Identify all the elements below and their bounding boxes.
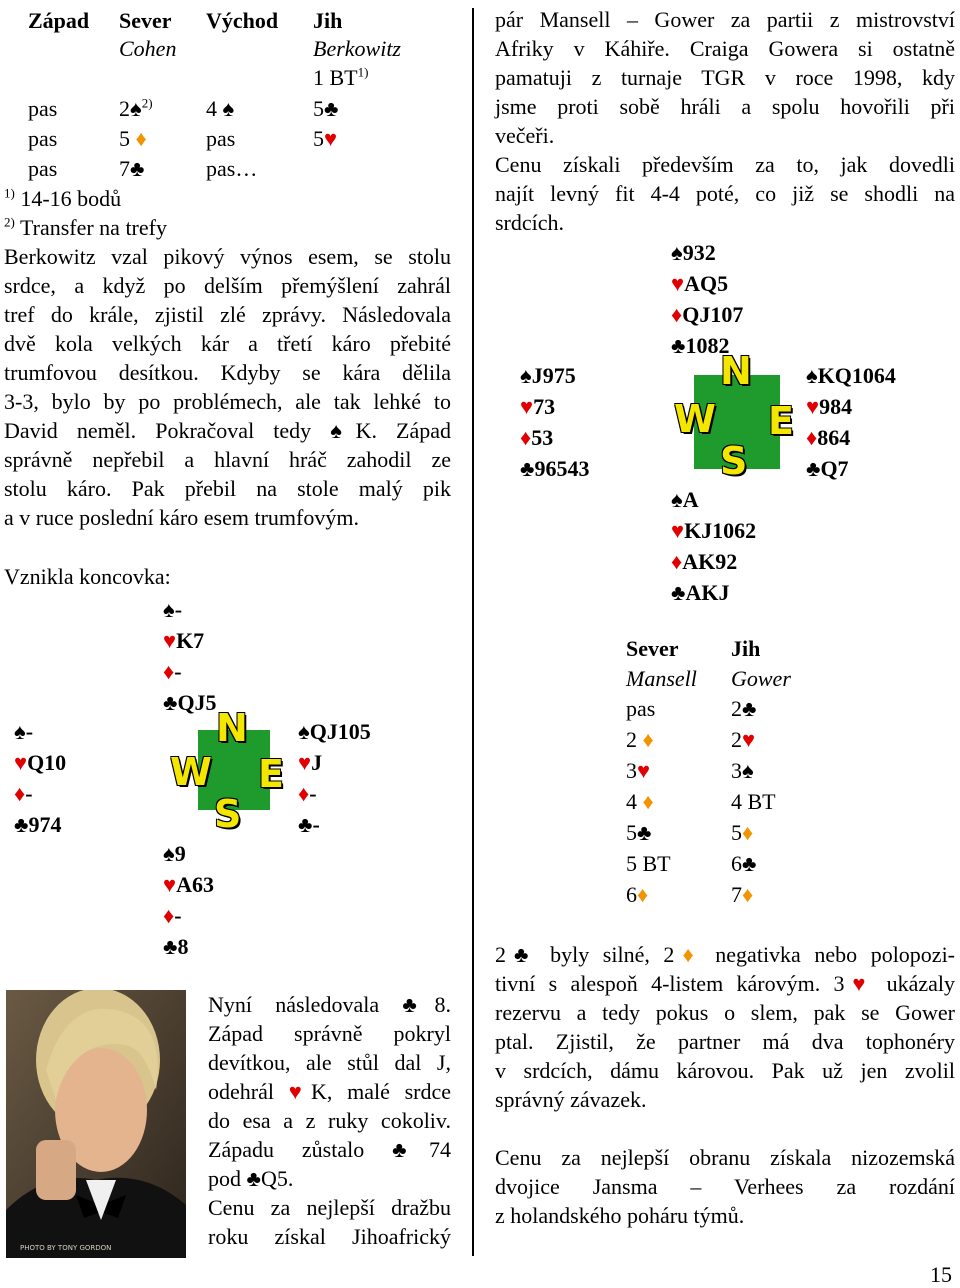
diamond-icon: ♦ xyxy=(642,789,654,814)
bid-cell: pas xyxy=(28,96,58,121)
bid-cell: 3♥ xyxy=(626,758,651,783)
compass-rose xyxy=(170,706,290,836)
text-line: do esa a z ruky cokoliv. xyxy=(208,1108,451,1133)
text-line: Berkowitz vzal pikový výnos esem, se stolu xyxy=(4,244,451,269)
bid-header-south: Jih xyxy=(313,8,343,33)
text-line: srdce, a když po delším přemýšlení zahrál xyxy=(4,273,451,298)
bid-cell: 2♥ xyxy=(731,727,756,752)
ending-title: Vznikla koncovka: xyxy=(4,564,171,589)
club-icon: ♣ xyxy=(392,1137,429,1162)
heart-icon: ♥ xyxy=(163,628,177,653)
diamond-icon: ♦ xyxy=(298,781,310,806)
diamond-icon: ♦ xyxy=(671,302,683,327)
compass-north-letter: N xyxy=(216,706,248,750)
spade-icon: ♠ xyxy=(222,96,235,121)
bid-cell: 5♦ xyxy=(731,820,754,845)
text-line: pár Mansell – Gower za partii z mistrovství xyxy=(495,7,955,32)
bid-cell: pas xyxy=(28,126,58,151)
right-bottom-paragraph-1 xyxy=(495,940,955,1114)
club-icon: ♣ xyxy=(742,696,757,721)
hand-south: ♠A ♥KJ1062 ♦AK92 ♣AKJ xyxy=(671,487,757,605)
text-line: Západu zůstalo ♣74 xyxy=(208,1137,451,1162)
text-line: pod ♣Q5. xyxy=(208,1166,294,1191)
bid-opening: 1 BT$^{1)}$ xyxy=(313,64,369,90)
bid-header-west: Západ xyxy=(28,8,90,33)
compass-west-letter: W xyxy=(170,750,212,794)
compass-west-letter: W xyxy=(674,397,716,441)
text-line: Afriky v Káhiře. Craiga Gowera si ostatně xyxy=(495,36,955,61)
spade-icon: ♠ xyxy=(298,719,310,744)
spade-icon: ♠ xyxy=(520,363,532,388)
text-line: z holandského poháru týmů. xyxy=(495,1203,745,1228)
spade-icon: ♠ xyxy=(130,96,142,121)
text-line: pamatuji z turnaje TGR v roce 1998, kdy xyxy=(495,65,955,90)
text-line: devítkou, ale stůl dal J, xyxy=(208,1050,451,1075)
text-line: Západ správně pokryl xyxy=(208,1021,451,1046)
compass-east-letter: E xyxy=(768,399,794,443)
compass-east-letter: E xyxy=(258,752,284,796)
compass-rose xyxy=(674,349,800,483)
text-line: stolu káro. Pak přebil na stole malý pik xyxy=(4,476,451,501)
text-line: trumfovou desítkou. Kdyby se kára dělila xyxy=(4,360,451,385)
column-divider xyxy=(472,8,474,1256)
player-photo xyxy=(6,990,186,1258)
bid-cell: pas xyxy=(28,156,58,181)
text-line: 3-3, bylo by po problémech, ale tak lehké to xyxy=(4,389,451,414)
text-line: Cenu za nejlepší dražbu xyxy=(208,1195,451,1220)
text-line: správný závazek. xyxy=(495,1087,647,1112)
bid-cell: 5♣ xyxy=(626,820,652,845)
text-line: Nyní následovala ♣8. xyxy=(208,992,451,1017)
footnote: $^{1)}$ 14-16 bodů xyxy=(4,185,122,211)
heart-icon: ♥ xyxy=(742,727,756,752)
diamond-icon: ♦ xyxy=(674,942,702,967)
spade-icon: ♠ xyxy=(742,758,754,783)
left-paragraph xyxy=(4,242,451,532)
club-icon: ♣ xyxy=(506,942,537,967)
text-line: David neměl. Pokračoval tedy ♠K. Západ xyxy=(4,418,452,443)
spade-icon: ♠ xyxy=(330,418,356,443)
text-line: roku získal Jihoafrický xyxy=(208,1224,451,1249)
hand-west: ♠J975 ♥73 ♦53 ♣96543 xyxy=(520,363,590,481)
portrait-image xyxy=(6,990,186,1258)
club-icon: ♣ xyxy=(671,333,686,358)
diamond-icon: ♦ xyxy=(742,820,754,845)
compass-south-letter: S xyxy=(214,792,242,836)
text-line: a v ruce poslední káro esem trumfovým. xyxy=(4,505,359,530)
diamond-icon: ♦ xyxy=(163,903,175,928)
text-line: najít levný fit 4-4 poté, co již se shodli na xyxy=(495,181,955,206)
text-line: v srdcích, dámu károvou. Pak už jen zvolil xyxy=(495,1058,955,1083)
text-line: 2♣ byly silné, 2♦ negativka nebo polopozi- xyxy=(495,942,956,967)
text-line: rezervu a tedy pokus o slem, pak se Gower xyxy=(495,1000,955,1025)
spade-icon: ♠ xyxy=(163,841,175,866)
text-line: srdcích. xyxy=(495,210,565,235)
bid-cell: 4 BT xyxy=(731,789,776,814)
bid-cell: 5 BT xyxy=(626,851,671,876)
bid-cell: 6♣ xyxy=(731,851,757,876)
bottom-left-paragraph xyxy=(208,990,451,1251)
text-line: tref do krále, zjistil zlé zprávy. Následovala xyxy=(4,302,451,327)
heart-icon: ♥ xyxy=(671,518,685,543)
heart-icon: ♥ xyxy=(288,1079,311,1104)
heart-icon: ♥ xyxy=(298,750,312,775)
page-number: 15 xyxy=(930,1262,952,1287)
bid-header-north: Sever xyxy=(119,8,172,33)
bid-cell: 7♦ xyxy=(731,882,754,907)
heart-icon: ♥ xyxy=(520,394,534,419)
bid-cell: pas xyxy=(206,126,236,151)
footnote: $^{2)}$ Transfer na trefy xyxy=(4,214,167,240)
diamond-icon: ♦ xyxy=(671,549,683,574)
club-icon: ♣ xyxy=(637,820,652,845)
hand-north: ♠932 ♥AQ5 ♦QJ107 ♣1082 xyxy=(671,240,744,358)
club-icon: ♣ xyxy=(402,992,435,1017)
club-icon: ♣ xyxy=(130,156,145,181)
spade-icon: ♠ xyxy=(806,363,818,388)
bid-cell: pas… xyxy=(206,156,258,181)
diamond-icon: ♦ xyxy=(742,882,754,907)
club-icon: ♣ xyxy=(671,580,686,605)
text-line: Cenu za nejlepší obranu získala nizozemská xyxy=(495,1145,955,1170)
player-name-south: Berkowitz xyxy=(313,36,401,61)
spade-icon: ♠ xyxy=(14,719,26,744)
heart-icon: ♥ xyxy=(163,872,177,897)
hand-south: ♠9 ♥A63 ♦- ♣8 xyxy=(163,841,214,959)
diamond-icon: ♦ xyxy=(642,727,654,752)
hand-west: ♠- ♥Q10 ♦- ♣974 xyxy=(14,719,67,837)
diamond-icon: ♦ xyxy=(135,126,147,151)
bid-cell: 5 ♦ xyxy=(119,126,147,151)
text-line: dvě kola velkých kár a třetí káro přebité xyxy=(4,331,451,356)
compass-north-letter: N xyxy=(720,349,752,393)
heart-icon: ♥ xyxy=(806,394,820,419)
diamond-icon: ♦ xyxy=(163,659,175,684)
compass-south-letter: S xyxy=(720,439,748,483)
club-icon: ♣ xyxy=(163,690,178,715)
club-icon: ♣ xyxy=(806,456,821,481)
bid-cell: 2♣ xyxy=(731,696,757,721)
bid-cell: 2 ♦ xyxy=(626,727,654,752)
right-top-paragraph xyxy=(495,5,955,237)
right-bottom-paragraph-2 xyxy=(495,1143,955,1230)
bid-cell: 5♣ xyxy=(313,96,339,121)
text-line: odehrál ♥K, malé srdce xyxy=(208,1079,452,1104)
bid-cell: 5♥ xyxy=(313,126,338,151)
club-icon: ♣ xyxy=(742,851,757,876)
text-line: tivní s alespoň 4-listem károvým. 3♥ ukázaly xyxy=(495,971,955,996)
text-line: jsme proti sobě hráli a spolu hovořili při xyxy=(495,94,955,119)
player-name-north: Cohen xyxy=(119,36,177,61)
bid-header-east: Východ xyxy=(206,8,279,33)
text-line: ptal. Zjistil, že partner má dva tophonéry xyxy=(495,1029,955,1054)
text-line: správně nepřebil a hlavní hráč zahodil ze xyxy=(4,447,451,472)
diamond-icon: ♦ xyxy=(14,781,26,806)
hand-east: ♠QJ105 ♥J ♦- ♣- xyxy=(298,719,371,837)
photo-credit: PHOTO BY TONY GORDON xyxy=(20,1244,112,1252)
heart-icon: ♥ xyxy=(844,971,874,996)
club-icon: ♣ xyxy=(324,96,339,121)
bid-header-north: Sever xyxy=(626,636,679,661)
club-icon: ♣ xyxy=(520,456,535,481)
text-line: Cenu získali především za to, jak dovedli xyxy=(495,152,955,177)
hand-north: ♠- ♥K7 ♦- ♣QJ5 xyxy=(163,597,217,715)
diamond-icon: ♦ xyxy=(637,882,649,907)
bid-cell: 4 ♠ xyxy=(206,96,235,121)
player-name-north: Mansell xyxy=(626,666,697,691)
heart-icon: ♥ xyxy=(637,758,651,783)
spade-icon: ♠ xyxy=(671,487,683,512)
bid-cell: pas xyxy=(626,696,656,721)
text-line: dvojice Jansma – Verhees za rozdání xyxy=(495,1174,955,1199)
bid-cell: 7♣ xyxy=(119,156,145,181)
hand-east: ♠KQ1064 ♥984 ♦864 ♣Q7 xyxy=(806,363,896,481)
bid-cell: 2♠$^{2)}$ xyxy=(119,95,153,121)
club-icon: ♣ xyxy=(14,812,29,837)
diamond-icon: ♦ xyxy=(806,425,818,450)
heart-icon: ♥ xyxy=(14,750,28,775)
club-icon: ♣ xyxy=(298,812,313,837)
spade-icon: ♠ xyxy=(163,597,175,622)
diamond-icon: ♦ xyxy=(520,425,532,450)
bid-cell: 3♠ xyxy=(731,758,754,783)
club-icon: ♣ xyxy=(163,934,178,959)
text-line: večeři. xyxy=(495,123,555,148)
bid-cell: 4 ♦ xyxy=(626,789,654,814)
spade-icon: ♠ xyxy=(671,240,683,265)
bid-cell: 6♦ xyxy=(626,882,649,907)
heart-icon: ♥ xyxy=(671,271,685,296)
bid-header-south: Jih xyxy=(731,636,761,661)
club-icon: ♣ xyxy=(246,1166,261,1191)
heart-icon: ♥ xyxy=(324,126,338,151)
player-name-south: Gower xyxy=(731,666,791,691)
